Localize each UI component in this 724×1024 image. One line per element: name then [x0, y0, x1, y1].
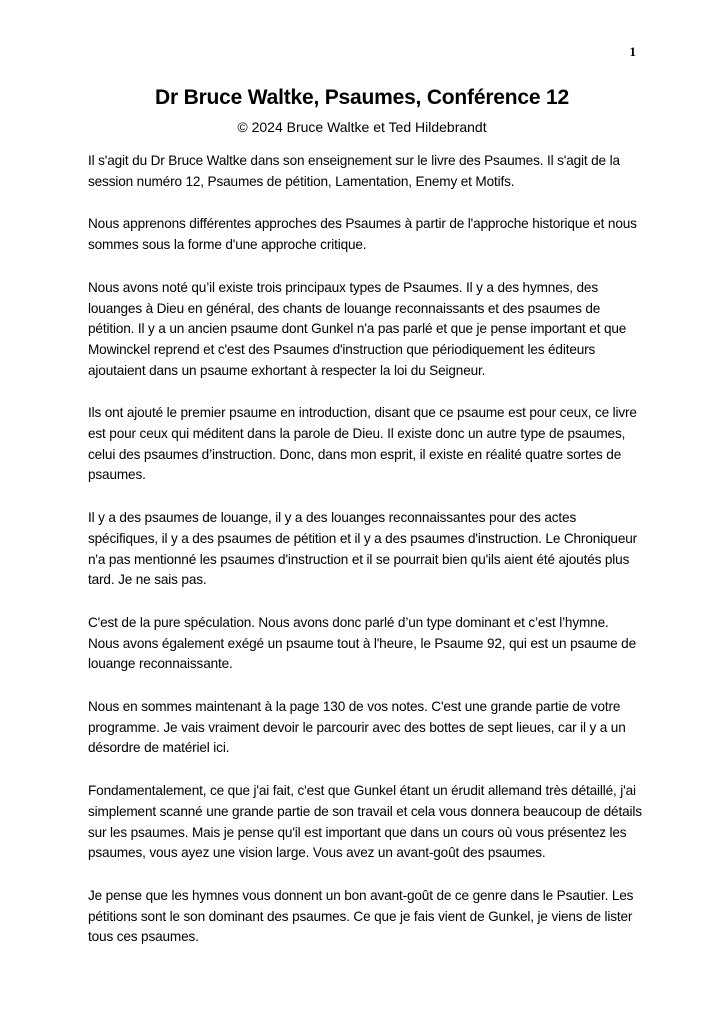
paragraph-8: Fondamentalement, ce que j'ai fait, c'est que Gunkel étant un érudit allemand très détaillé, j'ai simplement scanné une grande partie de son travail et cela vous donnera beaucoup de détails sur les psaumes. Mais je pense qu'il est important que dans un cours où vous présentez les psaumes, vous ayez une vision large. Vous avez un avant-goût des psaumes. — [88, 783, 642, 861]
document-body — [88, 151, 643, 970]
copyright-line: © 2024 Bruce Waltke et Ted Hildebrandt — [237, 119, 487, 135]
paragraph-5: Il y a des psaumes de louange, il y a des louanges reconnaissantes pour des actes spécifiques, il y a des psaumes de pétition et il y a des psaumes d'instruction. Le Chroniqueur n'a pas mentionné les psaumes d'instruction et il se pourrait bien qu'ils aient été ajoutés plus tard. Je ne sais pas. — [88, 510, 638, 588]
paragraph-3: Nous avons noté qu’il existe trois principaux types de Psaumes. Il y a des hymnes, des louanges à Dieu en général, des chants de louange reconnaissants et des psaumes de pétition. Il y a un ancien psaume dont Gunkel n'a pas parlé et que je pense important et que Mowinckel reprend et c'est des Psaumes d'instruction que périodiquement les éditeurs ajoutaient dans un psaume exhortant à respecter la loi du Seigneur. — [88, 279, 627, 378]
document-title: Dr Bruce Waltke, Psaumes, Conférence 12 — [155, 86, 569, 109]
paragraph-7: Nous en sommes maintenant à la page 130 de vos notes. C'est une grande partie de votre programme. Je vais vraiment devoir le parcourir avec des bottes de sept lieues, car il y a un désordre de matériel ici. — [88, 699, 626, 756]
paragraph-4: Ils ont ajouté le premier psaume en introduction, disant que ce psaume est pour ceux, ce livre est pour ceux qui méditent dans la parole de Dieu. Il existe donc un autre type de psaumes, celui des psaumes d’instruction. Donc, dans mon esprit, il existe en réalité quatre sortes de psaumes. — [88, 405, 637, 483]
page-number: 1 — [629, 44, 636, 59]
paragraph-1: Il s'agit du Dr Bruce Waltke dans son enseignement sur le livre des Psaumes. Il s'agit de la session numéro 12, Psaumes de pétition, Lamentation, Enemy et Motifs. — [88, 153, 620, 189]
paragraph-6: C'est de la pure spéculation. Nous avons donc parlé d’un type dominant et c’est l’hymne. Nous avons également exégé un psaume tout à l'heure, le Psaume 92, qui est un psaume de louange reconnaissante. — [88, 614, 637, 672]
paragraph-9: Je pense que les hymnes vous donnent un bon avant-goût de ce genre dans le Psautier. Les pétitions sont le son dominant des psaumes. Ce que je fais vient de Gunkel, je viens de lister tous ces psaumes. — [88, 887, 634, 945]
paragraph-2: Nous apprenons différentes approches des Psaumes à partir de l'approche historique et nous sommes sous la forme d'une approche critique. — [88, 216, 637, 253]
